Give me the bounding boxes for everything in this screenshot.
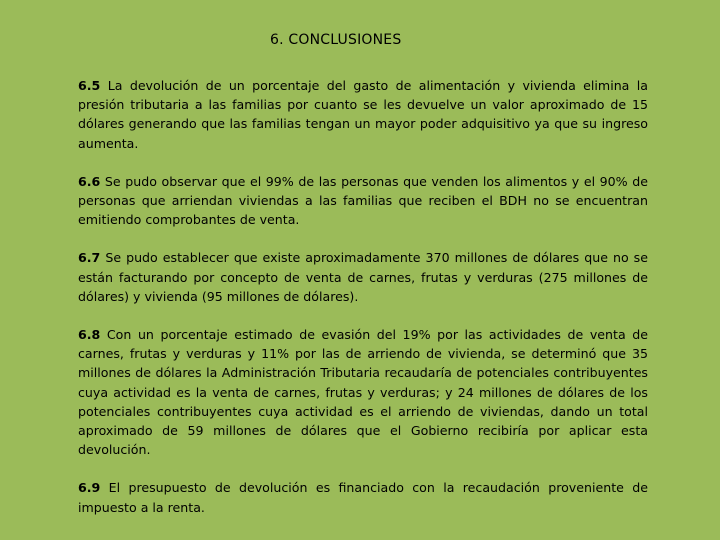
- paragraph-number: 6.8: [78, 327, 101, 343]
- conclusion-paragraph: [78, 172, 648, 230]
- paragraph-text: Con un porcentaje estimado de evasión del 19% por las actividades de venta de carnes, frutas y verduras y 11% por las de arriendo de vivienda, se determinó que 35 millones de dólares la Administración Tributaria recaudaría de potenciales contribuyentes cuya actividad es la venta de carnes, frutas y verduras; y 24 millones de dólares de los potenciales contribuyentes cuya actividad es el arriendo de viviendas, dando un total aproximado de 59 millones de dólares que el Gobierno recibiría por aplicar esta devolución.: [78, 327, 648, 458]
- conclusion-paragraph: [78, 325, 648, 459]
- paragraph-text: El presupuesto de devolución es financiado con la recaudación proveniente de impuesto a la renta.: [78, 480, 648, 515]
- conclusion-paragraph: [78, 478, 648, 516]
- paragraph-text: Se pudo establecer que existe aproximadamente 370 millones de dólares que no se están facturando por concepto de venta de carnes, frutas y verduras (275 millones de dólares) y vivienda (95 millones de dólares).: [78, 250, 648, 304]
- paragraph-text: Se pudo observar que el 99% de las personas que venden los alimentos y el 90% de personas que arriendan viviendas a las familias que reciben el BDH no se encuentran emitiendo comprobantes de venta.: [78, 173, 648, 228]
- conclusion-paragraph: [78, 248, 648, 306]
- paragraph-number: 6.6: [78, 173, 101, 189]
- slide-title: 6. CONCLUSIONES: [270, 32, 402, 48]
- conclusion-paragraph: [78, 76, 648, 153]
- paragraph-number: 6.7: [78, 250, 101, 266]
- paragraph-text: La devolución de un porcentaje del gasto de alimentación y vivienda elimina la presión tributaria a las familias por cuanto se les devuelve un valor aproximado de 15 dólares generando que las familias tengan un mayor poder adquisitivo ya que su ingreso aumenta.: [78, 78, 648, 151]
- conclusions-body: [78, 76, 648, 536]
- paragraph-number: 6.9: [78, 480, 101, 496]
- paragraph-number: 6.5: [78, 78, 101, 93]
